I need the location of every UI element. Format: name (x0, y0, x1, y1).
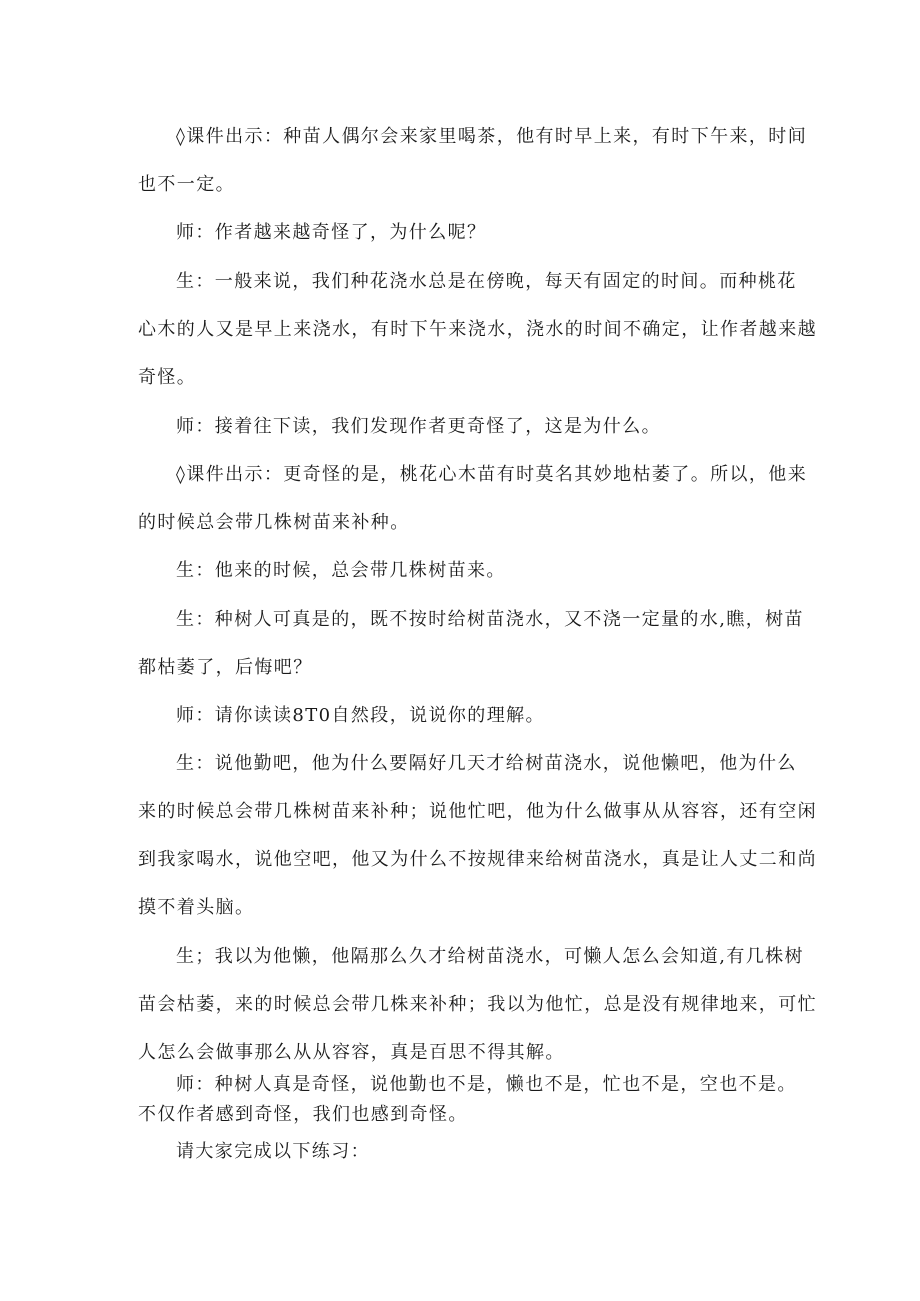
text-line: ◊课件出示：种苗人偶尔会来家里喝茶，他有时早上来，有时下午来，时间 (176, 126, 808, 147)
text-line: 来的时候总会带几株树苗来补种；说他忙吧，他为什么做事从从容容，还有空闲 (138, 801, 817, 822)
text-line: 都枯萎了，后悔吧？ (138, 657, 313, 678)
text-line: 心木的人又是早上来浇水，有时下午来浇水，浇水的时间不确定，让作者越来越 (138, 319, 817, 340)
paragraph-teacher-2 (138, 403, 783, 451)
text-line: 奇怪。 (138, 367, 197, 388)
text-line: 生：说他勤吧，他为什么要隔好几天才给树苗浇水，说他懒吧，他为什么 (176, 753, 797, 774)
paragraph-teacher-1 (138, 209, 783, 257)
paragraph-student-4 (138, 740, 817, 932)
text-line: 不仅作者感到奇怪，我们也感到奇怪。 (138, 1104, 468, 1125)
text-line: ◊课件出示：更奇怪的是，桃花心木苗有时莫名其妙地枯萎了。所以，他来 (176, 464, 808, 485)
text-line: 师：种树人真是奇怪，说他勤也不是，懒也不是，忙也不是，空也不是。 (176, 1074, 797, 1095)
paragraph-teacher-3 (138, 692, 783, 740)
text-line: 师：接着往下读，我们发现作者更奇怪了，这是为什么。 (176, 416, 661, 437)
paragraph-exercise-prompt (138, 1128, 783, 1176)
text-line: 摸不着头脑。 (138, 897, 255, 918)
text-line: 生：一般来说，我们种花浇水总是在傍晚，每天有固定的时间。而种桃花 (176, 271, 797, 292)
text-line: 师：请你读读8T0自然段，说说你的理解。 (176, 705, 545, 726)
paragraph-courseware-1 (138, 113, 808, 209)
text-line: 生：种树人可真是的，既不按时给树苗浇水，又不浇一定量的水,瞧，树苗 (176, 609, 804, 630)
paragraph-teacher-4 (138, 1070, 797, 1130)
text-line: 的时候总会带几株树苗来补种。 (138, 512, 410, 533)
text-line: 生：他来的时候，总会带几株树苗来。 (176, 560, 506, 581)
paragraph-student-5 (138, 933, 817, 1077)
paragraph-student-1 (138, 258, 817, 402)
text-line: 也不一定。 (138, 174, 235, 195)
paragraph-student-2 (138, 547, 783, 595)
text-line: 请大家完成以下练习： (176, 1141, 370, 1162)
text-line: 到我家喝水，说他空吧，他又为什么不按规律来给树苗浇水，真是让人丈二和尚 (138, 849, 817, 870)
text-line: 人怎么会做事那么从从容容，真是百思不得其解。 (138, 1042, 565, 1063)
text-line: 师：作者越来越奇怪了，为什么呢？ (176, 222, 487, 243)
text-line: 苗会枯萎，来的时候总会带几株来补种；我以为他忙，总是没有规律地来，可忙 (138, 994, 817, 1015)
paragraph-courseware-2 (138, 451, 808, 547)
paragraph-student-3 (138, 596, 804, 692)
text-line: 生；我以为他懒，他隔那么久才给树苗浇水，可懒人怎么会知道,有几株树 (176, 946, 804, 967)
